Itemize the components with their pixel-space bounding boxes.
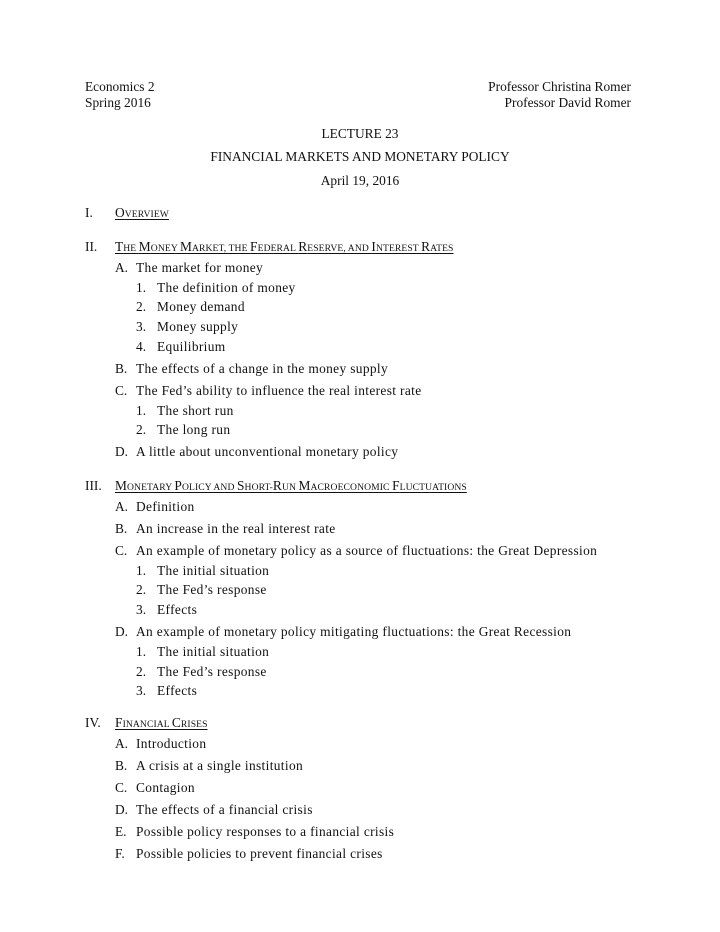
outline-item: Definition	[136, 499, 195, 514]
outline-subitem: The definition of money	[157, 279, 296, 295]
outline-subitem: Money supply	[157, 319, 239, 335]
outline-subitem: Equilibrium	[157, 338, 226, 354]
section-heading-text: P	[174, 478, 182, 493]
section-heading-text: ATES	[430, 243, 454, 254]
section-numeral: II.	[85, 239, 98, 254]
outline-item-letter: D.	[115, 444, 129, 460]
section-heading	[115, 479, 467, 493]
outline-subitem-number: 1.	[136, 643, 147, 659]
outline-subitem-number: 1.	[136, 402, 147, 418]
outline-item: The Fed’s ability to influence the real interest rate	[136, 382, 422, 398]
outline-item: Introduction	[136, 736, 207, 751]
section-heading-text: M	[179, 239, 192, 254]
section-heading-text: VERVIEW	[124, 209, 169, 220]
outline-subitem: The initial situation	[157, 562, 270, 578]
outline-item: The market for money	[136, 260, 264, 275]
outline-item-letter: C.	[115, 382, 128, 398]
outline-subitem-number: 1.	[136, 562, 147, 578]
professor-2: Professor David Romer	[504, 95, 631, 110]
course-name: Economics 2	[85, 79, 155, 94]
outline-item-letter: C.	[115, 780, 128, 795]
outline-item-letter: E.	[115, 824, 127, 839]
outline-item-letter: B.	[115, 758, 128, 773]
outline-subitem: Money demand	[157, 299, 245, 315]
lecture-date: April 19, 2016	[320, 173, 400, 188]
outline-item: The effects of a change in the money supply	[136, 360, 389, 376]
outline-subitem-number: 2.	[136, 422, 147, 438]
lecture-topic: FINANCIAL MARKETS AND MONETARY POLICY	[210, 149, 510, 164]
section-heading-text: M	[115, 478, 128, 493]
outline-item-letter: D.	[115, 802, 129, 817]
outline-subitem: The short run	[157, 402, 234, 418]
outline-subitem: The Fed’s response	[157, 663, 267, 679]
section-heading	[115, 206, 169, 220]
outline-item-letter: A.	[115, 736, 129, 751]
section-heading-text: ACROECONOMIC	[310, 482, 393, 493]
outline-item-letter: B.	[115, 360, 128, 376]
section-heading-text: F	[392, 478, 400, 493]
outline-item-letter: A.	[115, 499, 129, 514]
section-heading-text: ONETARY	[127, 482, 175, 493]
outline-item-letter: C.	[115, 543, 128, 558]
section-heading-text: OLICY AND	[181, 482, 237, 493]
outline-subitem: Effects	[157, 602, 198, 618]
outline-subitem: The Fed’s response	[157, 582, 267, 598]
section-heading-text: ESERVE, AND	[307, 243, 372, 254]
section-heading-text: NTEREST	[375, 243, 422, 254]
section-heading-text: C	[171, 715, 181, 730]
outline-item: Possible policies to prevent financial crises	[136, 846, 383, 861]
outline-item-letter: A.	[115, 260, 129, 275]
section-heading-text: O	[115, 205, 125, 220]
outline-item: A crisis at a single institution	[136, 758, 304, 773]
section-heading-text: I	[371, 239, 376, 254]
outline-item: An example of monetary policy as a source of fluctuations: the Great Depression	[136, 543, 598, 558]
outline-subitem-number: 2.	[136, 582, 147, 598]
section-heading-text: F	[115, 715, 123, 730]
outline-subitem-number: 4.	[136, 338, 147, 354]
section-numeral: III.	[85, 478, 102, 493]
professor-1: Professor Christina Romer	[488, 79, 631, 94]
section-heading	[115, 716, 208, 730]
section-heading-text: HE	[123, 243, 139, 254]
section-heading-text: S	[236, 478, 245, 493]
outline-item-letter: D.	[115, 624, 129, 640]
section-heading-text: M	[138, 239, 151, 254]
lecture-number: LECTURE 23	[321, 126, 399, 141]
section-heading-text: EDERAL	[257, 243, 299, 254]
section-heading-text: INANCIAL	[122, 719, 172, 730]
outline-item: An example of monetary policy mitigating fluctuations: the Great Recession	[136, 624, 572, 640]
outline-subitem: The initial situation	[157, 643, 270, 659]
section-heading-text: F	[250, 239, 258, 254]
section-heading-text: R	[298, 239, 308, 254]
section-heading-text: HORT-	[244, 482, 273, 493]
section-numeral: IV.	[85, 715, 101, 730]
outline-subitem-number: 3.	[136, 683, 147, 699]
section-heading-text: ONEY	[150, 243, 180, 254]
outline-subitem: The long run	[157, 422, 231, 438]
outline-item: The effects of a financial crisis	[136, 802, 313, 817]
outline-subitem-number: 3.	[136, 602, 147, 618]
section-numeral: I.	[85, 205, 93, 220]
outline-item: A little about unconventional monetary policy	[136, 444, 399, 460]
outline-item: Contagion	[136, 780, 195, 795]
outline-subitem: Effects	[157, 683, 198, 699]
section-heading-text: ARKET, THE	[192, 243, 251, 254]
outline-subitem-number: 2.	[136, 663, 147, 679]
term: Spring 2016	[85, 95, 151, 110]
section-heading-text: R	[272, 478, 282, 493]
outline-subitem-number: 2.	[136, 299, 147, 315]
section-heading-text: UN	[281, 482, 299, 493]
outline-item: An increase in the real interest rate	[136, 521, 336, 536]
outline-item-letter: B.	[115, 521, 128, 536]
section-heading-text: RISES	[180, 719, 208, 730]
section-heading-text: T	[115, 239, 124, 254]
outline-subitem-number: 3.	[136, 319, 147, 335]
outline-item: Possible policy responses to a financial crisis	[136, 824, 395, 839]
section-heading-text: R	[421, 239, 431, 254]
outline-item-letter: F.	[115, 846, 125, 861]
section-heading-text: LUCTUATIONS	[399, 482, 467, 493]
section-heading-text: M	[298, 478, 311, 493]
section-heading	[115, 240, 453, 254]
outline-subitem-number: 1.	[136, 279, 147, 295]
